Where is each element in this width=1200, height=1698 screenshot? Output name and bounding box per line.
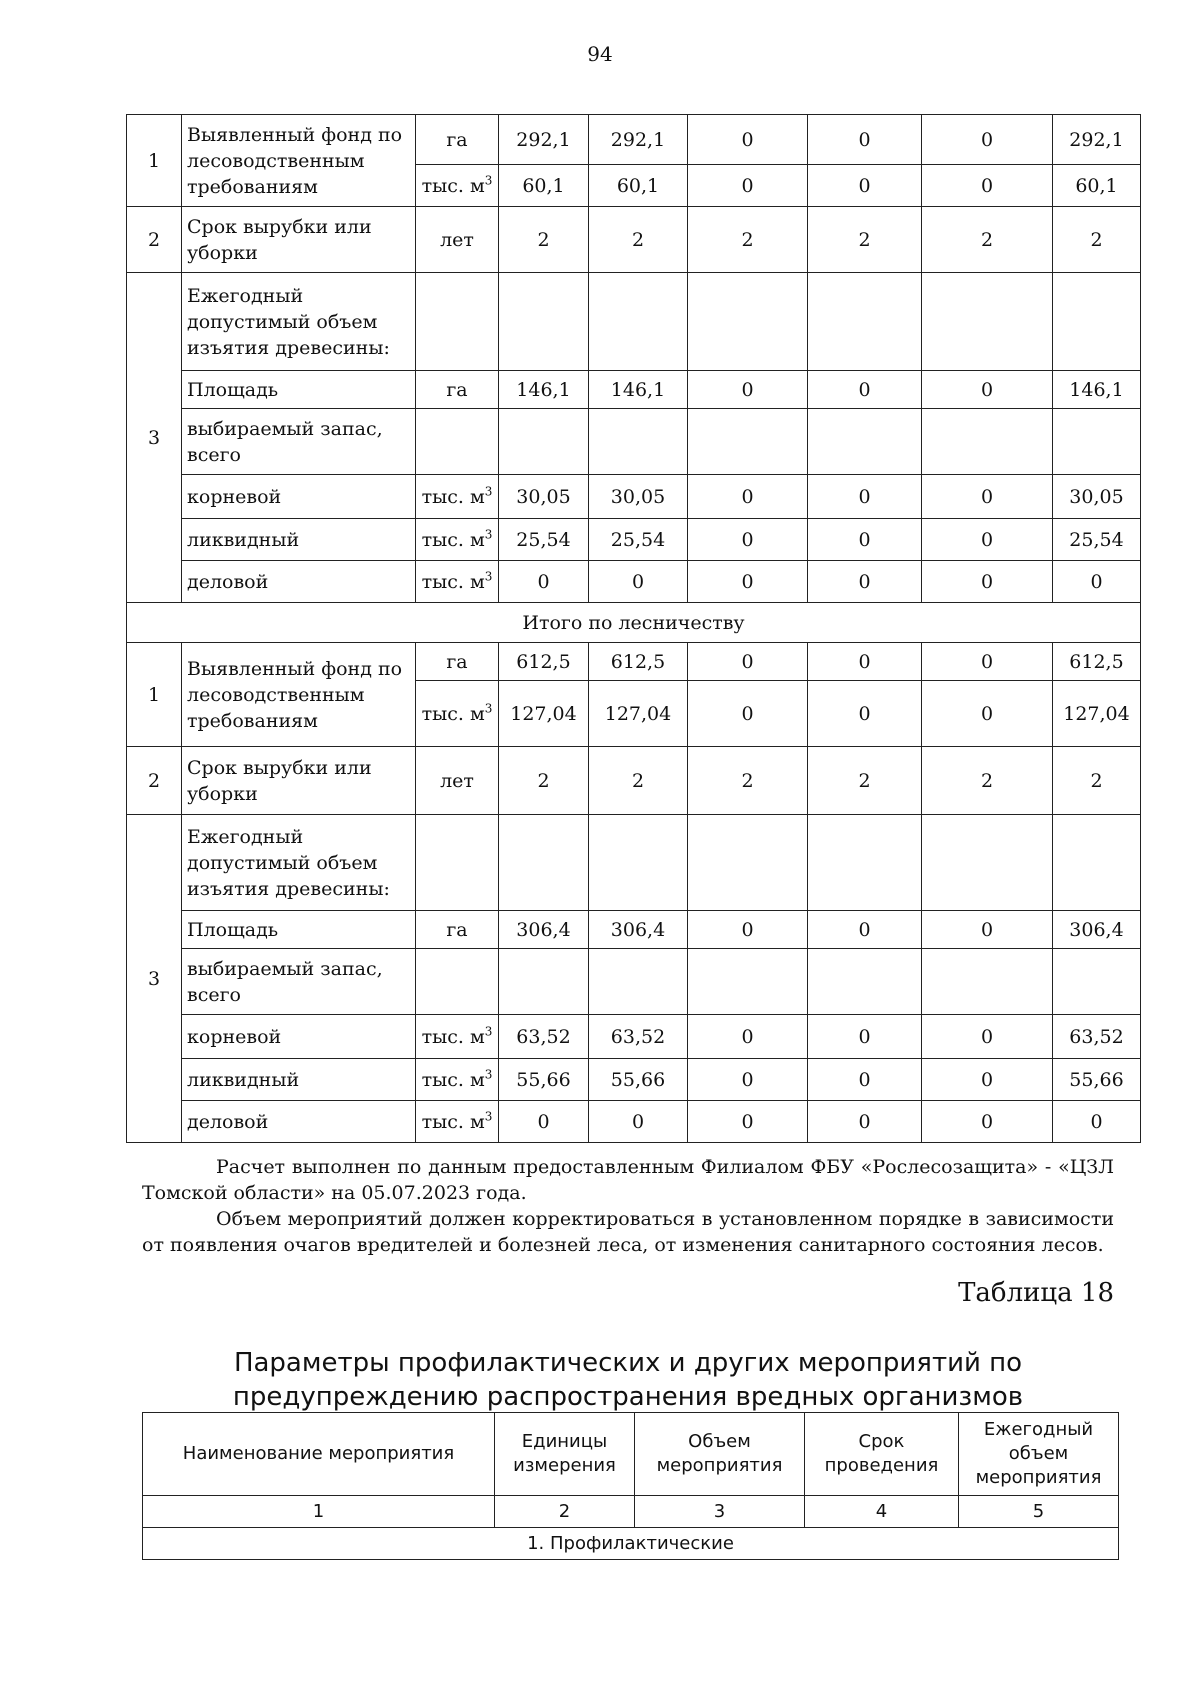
value-cell: 0	[922, 519, 1053, 561]
column-number-cell: 3	[635, 1496, 805, 1528]
value-cell: 0	[922, 643, 1053, 681]
value-cell: 0	[808, 561, 922, 603]
unit-superscript: 3	[484, 569, 493, 584]
indicator-name-cell: Выявленный фонд по лесоводственным требованиям	[182, 115, 416, 207]
forest-fund-table	[126, 114, 1141, 1143]
indicator-name-cell: деловой	[182, 561, 416, 603]
unit-cell	[416, 273, 499, 371]
value-cell: 127,04	[1053, 681, 1141, 747]
unit-cell	[416, 519, 499, 561]
unit-label: тыс. м	[421, 1068, 485, 1091]
indicator-name-cell: Срок вырубки или уборки	[182, 207, 416, 273]
unit-superscript: 3	[484, 701, 493, 716]
value-cell: 30,05	[1053, 475, 1141, 519]
unit-label: га	[446, 128, 468, 151]
header-cell: Срок проведения	[805, 1413, 959, 1496]
value-cell: 0	[922, 165, 1053, 207]
table-title	[142, 1346, 1114, 1414]
value-cell: 0	[808, 165, 922, 207]
value-cell: 63,52	[499, 1015, 589, 1059]
unit-label: га	[446, 378, 468, 401]
value-cell	[688, 815, 808, 911]
value-cell: 0	[688, 1101, 808, 1143]
indicator-name-cell: выбираемый запас, всего	[182, 409, 416, 475]
value-cell	[808, 949, 922, 1015]
indicator-name-cell: Выявленный фонд по лесоводственным требованиям	[182, 643, 416, 747]
unit-label: тыс. м	[421, 485, 485, 508]
header-cell: Наименование мероприятия	[143, 1413, 495, 1496]
unit-cell	[416, 1015, 499, 1059]
value-cell: 0	[499, 561, 589, 603]
value-cell	[1053, 409, 1141, 475]
unit-label: тыс. м	[421, 528, 485, 551]
indicator-name-cell: ликвидный	[182, 1059, 416, 1101]
value-cell	[589, 409, 688, 475]
value-cell: 292,1	[589, 115, 688, 165]
indicator-name-cell: выбираемый запас, всего	[182, 949, 416, 1015]
value-cell: 0	[808, 643, 922, 681]
value-cell: 306,4	[499, 911, 589, 949]
value-cell: 0	[589, 561, 688, 603]
value-cell: 0	[922, 681, 1053, 747]
unit-cell	[416, 643, 499, 681]
value-cell: 0	[1053, 1101, 1141, 1143]
value-cell: 2	[808, 747, 922, 815]
unit-cell	[416, 949, 499, 1015]
value-cell: 0	[808, 1015, 922, 1059]
value-cell: 0	[499, 1101, 589, 1143]
value-cell: 60,1	[499, 165, 589, 207]
value-cell	[499, 815, 589, 911]
unit-superscript: 3	[484, 1109, 493, 1124]
value-cell: 2	[589, 747, 688, 815]
unit-cell	[416, 1059, 499, 1101]
measures-table	[142, 1412, 1119, 1560]
value-cell: 0	[688, 1059, 808, 1101]
value-cell: 0	[922, 115, 1053, 165]
value-cell	[808, 409, 922, 475]
value-cell: 2	[922, 207, 1053, 273]
unit-label: га	[446, 918, 468, 941]
value-cell: 146,1	[589, 371, 688, 409]
row-number-cell: 1	[127, 115, 182, 207]
value-cell: 0	[688, 519, 808, 561]
table-title-line: Параметры профилактических и других мероприятий по	[233, 1348, 1023, 1378]
value-cell: 0	[688, 1015, 808, 1059]
value-cell: 0	[688, 911, 808, 949]
value-cell: 612,5	[1053, 643, 1141, 681]
value-cell: 612,5	[499, 643, 589, 681]
value-cell: 0	[922, 561, 1053, 603]
value-cell: 0	[1053, 561, 1141, 603]
value-cell: 2	[922, 747, 1053, 815]
unit-superscript: 3	[484, 484, 493, 499]
indicator-name-cell: деловой	[182, 1101, 416, 1143]
value-cell: 0	[922, 1101, 1053, 1143]
value-cell: 60,1	[589, 165, 688, 207]
value-cell: 30,05	[589, 475, 688, 519]
column-number-cell: 2	[495, 1496, 635, 1528]
value-cell	[808, 815, 922, 911]
indicator-name-cell: Срок вырубки или уборки	[182, 747, 416, 815]
value-cell: 0	[688, 165, 808, 207]
value-cell	[922, 273, 1053, 371]
value-cell: 2	[1053, 747, 1141, 815]
unit-cell	[416, 475, 499, 519]
unit-cell	[416, 371, 499, 409]
unit-cell	[416, 115, 499, 165]
header-cell: Объем мероприятия	[635, 1413, 805, 1496]
value-cell: 60,1	[1053, 165, 1141, 207]
value-cell: 0	[688, 643, 808, 681]
unit-label: тыс. м	[421, 570, 485, 593]
column-number-cell: 4	[805, 1496, 959, 1528]
header-cell: Ежегодный объем мероприятия	[959, 1413, 1119, 1496]
value-cell: 146,1	[499, 371, 589, 409]
page-number: 94	[587, 42, 613, 66]
unit-superscript: 3	[484, 527, 493, 542]
value-cell: 0	[688, 681, 808, 747]
value-cell: 0	[808, 681, 922, 747]
unit-label: тыс. м	[421, 174, 485, 197]
unit-label: га	[446, 650, 468, 673]
value-cell	[688, 949, 808, 1015]
value-cell: 0	[688, 371, 808, 409]
unit-cell	[416, 561, 499, 603]
value-cell	[589, 273, 688, 371]
indicator-name-cell: Ежегодный допустимый объем изъятия древесины:	[182, 815, 416, 911]
value-cell: 0	[688, 475, 808, 519]
unit-cell	[416, 911, 499, 949]
section-title-cell: 1. Профилактические	[143, 1528, 1119, 1560]
indicator-name-cell: Ежегодный допустимый объем изъятия древесины:	[182, 273, 416, 371]
value-cell: 306,4	[589, 911, 688, 949]
value-cell	[688, 273, 808, 371]
row-number-cell: 1	[127, 643, 182, 747]
value-cell	[499, 273, 589, 371]
value-cell: 0	[808, 1101, 922, 1143]
value-cell: 0	[808, 475, 922, 519]
value-cell	[808, 273, 922, 371]
value-cell: 0	[688, 561, 808, 603]
value-cell: 2	[1053, 207, 1141, 273]
note-paragraph-adjustment: Объем мероприятий должен корректироваться в установленном порядке в зависимости от появления очагов вредителей и болезней леса, от изменения санитарного состояния лесов.	[142, 1208, 1114, 1256]
value-cell: 0	[922, 1059, 1053, 1101]
indicator-name-cell: Площадь	[182, 371, 416, 409]
unit-label: лет	[440, 769, 474, 792]
value-cell	[589, 815, 688, 911]
value-cell	[499, 949, 589, 1015]
column-number-cell: 1	[143, 1496, 495, 1528]
value-cell: 63,52	[589, 1015, 688, 1059]
value-cell: 0	[922, 911, 1053, 949]
value-cell: 0	[808, 519, 922, 561]
value-cell	[922, 949, 1053, 1015]
value-cell	[688, 409, 808, 475]
value-cell: 55,66	[499, 1059, 589, 1101]
unit-label: тыс. м	[421, 1110, 485, 1133]
unit-cell	[416, 815, 499, 911]
value-cell: 2	[688, 207, 808, 273]
value-cell	[499, 409, 589, 475]
row-number-cell: 3	[127, 273, 182, 603]
value-cell	[1053, 949, 1141, 1015]
value-cell: 292,1	[1053, 115, 1141, 165]
table-title-line: предупреждению распространения вредных организмов	[232, 1382, 1024, 1412]
unit-cell	[416, 747, 499, 815]
value-cell: 63,52	[1053, 1015, 1141, 1059]
value-cell: 0	[808, 1059, 922, 1101]
value-cell: 2	[499, 747, 589, 815]
unit-superscript: 3	[484, 1067, 493, 1082]
value-cell: 25,54	[1053, 519, 1141, 561]
value-cell	[1053, 815, 1141, 911]
column-number-cell: 5	[959, 1496, 1119, 1528]
value-cell: 2	[589, 207, 688, 273]
unit-cell	[416, 207, 499, 273]
indicator-name-cell: ликвидный	[182, 519, 416, 561]
value-cell: 2	[808, 207, 922, 273]
value-cell: 2	[688, 747, 808, 815]
unit-cell	[416, 409, 499, 475]
value-cell: 2	[499, 207, 589, 273]
value-cell: 0	[922, 475, 1053, 519]
value-cell: 55,66	[1053, 1059, 1141, 1101]
unit-superscript: 3	[484, 1024, 493, 1039]
unit-label: лет	[440, 228, 474, 251]
unit-cell	[416, 165, 499, 207]
unit-cell	[416, 681, 499, 747]
value-cell	[922, 815, 1053, 911]
value-cell: 612,5	[589, 643, 688, 681]
row-number-cell: 2	[127, 747, 182, 815]
value-cell: 0	[808, 371, 922, 409]
unit-superscript: 3	[484, 173, 493, 188]
value-cell: 0	[808, 911, 922, 949]
table-label: Таблица 18	[958, 1278, 1114, 1308]
row-number-cell: 3	[127, 815, 182, 1143]
row-number-cell: 2	[127, 207, 182, 273]
value-cell: 25,54	[499, 519, 589, 561]
value-cell: 306,4	[1053, 911, 1141, 949]
unit-label: тыс. м	[421, 1025, 485, 1048]
value-cell: 127,04	[499, 681, 589, 747]
value-cell	[922, 409, 1053, 475]
indicator-name-cell: корневой	[182, 475, 416, 519]
value-cell: 127,04	[589, 681, 688, 747]
unit-label: тыс. м	[421, 702, 485, 725]
section-title-cell: Итого по лесничеству	[127, 603, 1141, 643]
value-cell: 0	[589, 1101, 688, 1143]
value-cell: 0	[922, 371, 1053, 409]
note-paragraph-calculation: Расчет выполнен по данным предоставленным Филиалом ФБУ «Рослесозащита» - «ЦЗЛ Томской области» на 05.07.2023 года.	[142, 1156, 1114, 1204]
value-cell: 25,54	[589, 519, 688, 561]
unit-cell	[416, 1101, 499, 1143]
value-cell: 0	[922, 1015, 1053, 1059]
indicator-name-cell: Площадь	[182, 911, 416, 949]
value-cell	[589, 949, 688, 1015]
header-cell: Единицы измерения	[495, 1413, 635, 1496]
indicator-name-cell: корневой	[182, 1015, 416, 1059]
value-cell: 55,66	[589, 1059, 688, 1101]
value-cell: 30,05	[499, 475, 589, 519]
value-cell: 0	[808, 115, 922, 165]
value-cell: 146,1	[1053, 371, 1141, 409]
value-cell: 292,1	[499, 115, 589, 165]
value-cell	[1053, 273, 1141, 371]
value-cell: 0	[688, 115, 808, 165]
